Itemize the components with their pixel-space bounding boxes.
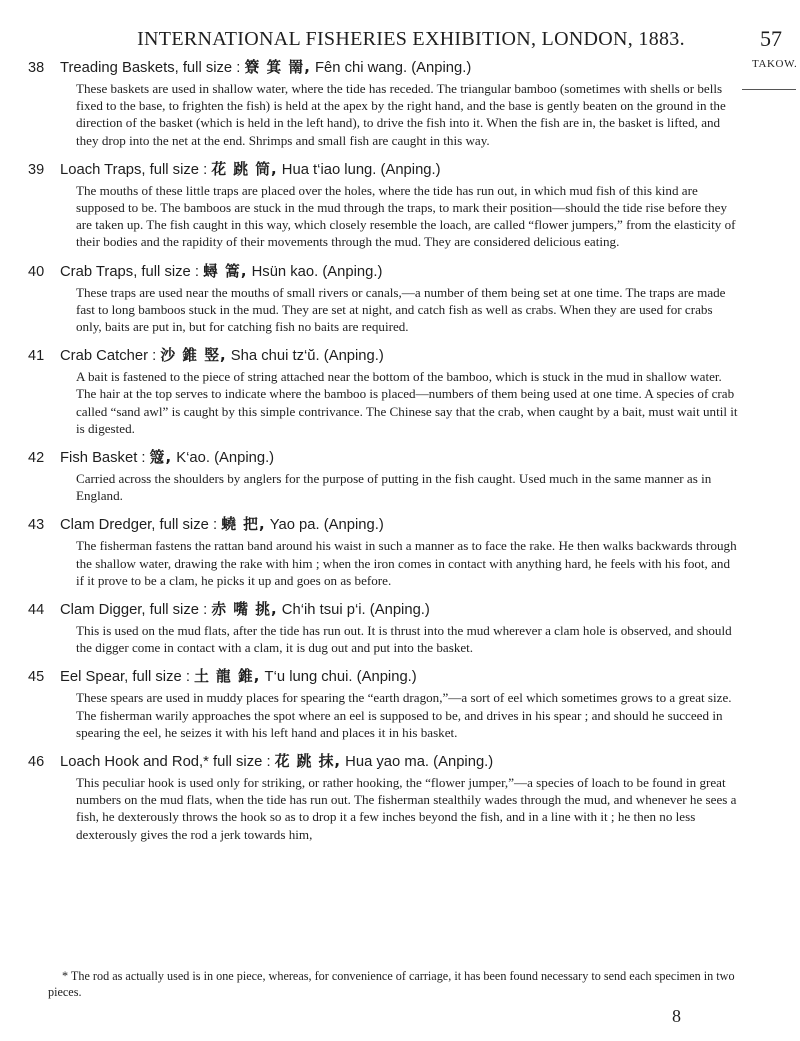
entry-40 bbox=[24, 262, 740, 336]
entry-location: (Anping.) bbox=[323, 517, 384, 534]
entry-number: 39 bbox=[28, 161, 45, 178]
entry-number: 41 bbox=[28, 348, 45, 365]
entry-title bbox=[24, 448, 740, 468]
entry-43 bbox=[24, 515, 740, 589]
margin-rule bbox=[742, 89, 796, 90]
entry-body: This peculiar hook is used only for striking, or rather hooking, the “flower jumper,”—a species of loach to be found in great numbers on the mud flats, when the tide has run out. The fisherman stealthily wades through the mud, and whenever he sees a fish, he dexterously throws the hook so as to drop it a few inches beyond the fish, and in a line with it ; he then no less dexterously gives the rod a jerk towards him, bbox=[76, 775, 737, 842]
entry-42 bbox=[24, 448, 740, 504]
entry-39 bbox=[24, 160, 740, 251]
entry-number: 45 bbox=[28, 669, 45, 686]
entry-title bbox=[24, 262, 740, 282]
entry-body: The mouths of these little traps are placed over the holes, where the tide has run out, in which mud fish of this kind are supposed to be. The bamboos are stuck in the mud through the traps, to mark their position—should the tide rise before they are taken up. The fish caught in this way, which closely resemble the loach, are called “flower jumpers,” from the elasticity of their bodies and the rapidity of their movements through the mud. They are considered delicious eating. bbox=[76, 182, 736, 250]
entry-number: 38 bbox=[28, 60, 45, 76]
entry-title bbox=[24, 515, 740, 535]
entry-chinese-name: 花 跳 筒, bbox=[211, 160, 278, 178]
entry-body: Carried across the shoulders by anglers for the purpose of putting in the fish caught. Used much in the same manner as in England. bbox=[76, 471, 712, 504]
entry-romanization: Ch‘ih tsui p‘i. bbox=[281, 602, 366, 619]
entry-chinese-name: 蟯 把, bbox=[221, 516, 266, 534]
entry-body: The fisherman fastens the rattan band around his waist in such a manner as to face the rake. He then walks backwards through the shallow water, drawing the rake with him ; when the iron comes in contact with anything hard, he feels with his foot, and if it prove to be a clam, he picks it up and goes on as before. bbox=[76, 538, 737, 588]
entry-title bbox=[24, 752, 740, 772]
entry-title-text: Clam Dredger, full size : bbox=[60, 517, 218, 534]
entry-title-text: Loach Traps, full size : bbox=[60, 161, 208, 178]
entry-44 bbox=[24, 600, 740, 656]
entry-romanization: Hua t‘iao lung. bbox=[281, 161, 377, 178]
entry-romanization: Sha chui tz‘ŭ. bbox=[230, 348, 320, 365]
entry-location: (Anping.) bbox=[323, 348, 384, 365]
entry-list bbox=[24, 58, 740, 854]
entry-body: These traps are used near the mouths of small rivers or canals,—a number of them being set at one time. The traps are made fast to long bamboos stuck in the mud. They are set at night, and catch fish as well as crabs. When they are used for crabs only, baits are put in, but for catching fish no baits are required. bbox=[76, 284, 726, 335]
entry-title bbox=[24, 58, 740, 78]
entry-title bbox=[24, 346, 740, 366]
entry-title-text: Clam Digger, full size : bbox=[60, 602, 208, 619]
entry-body: A bait is fastened to the piece of string attached near the bottom of the bamboo, which is stuck in the mud in shallow water. The hair at the top serves to indicate where the bamboo is placed—numbers of them being used at one time. A species of crab called “sand awl” is caught by this simple contrivance. The Chinese say that the crab, when caught by a bait, must wait until it is digested. bbox=[76, 369, 738, 436]
entry-location: (Anping.) bbox=[214, 450, 275, 467]
entry-number: 44 bbox=[28, 602, 45, 619]
folio-number: 8 bbox=[672, 1006, 681, 1026]
entry-chinese-name: 蟳 篙, bbox=[203, 262, 248, 280]
entry-chinese-name: 簝 箕 罱, bbox=[244, 59, 311, 76]
entry-45 bbox=[24, 667, 740, 741]
running-header bbox=[40, 20, 782, 54]
entry-romanization: Hsün kao. bbox=[251, 263, 319, 280]
entry-chinese-name: 土 龍 錐, bbox=[194, 668, 261, 686]
entry-number: 42 bbox=[28, 450, 45, 467]
entry-title-text: Crab Traps, full size : bbox=[60, 263, 199, 280]
entry-number: 40 bbox=[28, 263, 45, 280]
entry-title-text: Fish Basket : bbox=[60, 450, 146, 467]
entry-number: 46 bbox=[28, 754, 45, 771]
entry-body: These baskets are used in shallow water, where the tide has receded. The triangular bamboo (sometimes with shells or bells fixed to the base, to frighten the fish) is held at the apex by the right hand, and the base is gently beaten on the ground in the direction of the basket (which is held in the left hand), to drive the fish into it. When the fish are in, the basket is lifted, and they drop into the net at the end. Shrimps and small fish are caught in this way. bbox=[76, 81, 726, 148]
entry-romanization: K‘ao. bbox=[176, 450, 210, 467]
entry-location: (Anping.) bbox=[356, 669, 417, 686]
entry-romanization: Hua yao ma. bbox=[345, 754, 430, 771]
entry-title bbox=[24, 160, 740, 180]
entry-46 bbox=[24, 752, 740, 843]
entry-title-text: Eel Spear, full size : bbox=[60, 669, 190, 686]
entry-chinese-name: 沙 錐 竪, bbox=[160, 347, 227, 365]
header-page-number: 57 bbox=[760, 26, 782, 51]
entry-title bbox=[24, 600, 740, 620]
margin-note: TAKOW. bbox=[752, 58, 798, 70]
entry-title bbox=[24, 667, 740, 687]
entry-romanization: T‘u lung chui. bbox=[264, 669, 353, 686]
entry-41 bbox=[24, 346, 740, 437]
entry-romanization: Fên chi wang. bbox=[314, 60, 408, 76]
entry-location: (Anping.) bbox=[369, 602, 430, 619]
entry-title-text: Loach Hook and Rod,* full size : bbox=[60, 754, 271, 771]
entry-location: (Anping.) bbox=[322, 263, 383, 280]
entry-location: (Anping.) bbox=[411, 60, 472, 76]
entry-38 bbox=[24, 58, 740, 149]
entry-location: (Anping.) bbox=[380, 161, 441, 178]
entry-location: (Anping.) bbox=[433, 754, 494, 771]
entry-romanization: Yao pa. bbox=[269, 517, 320, 534]
entry-title-text: Crab Catcher : bbox=[60, 348, 157, 365]
entry-chinese-name: 簆, bbox=[149, 449, 173, 467]
entry-body: This is used on the mud flats, after the tide has run out. It is thrust into the mud wherever a clam hole is observed, and should the digger come in contact with a clam, it is dug out and put into the basket. bbox=[76, 623, 732, 656]
entry-title-text: Treading Baskets, full size : bbox=[60, 60, 241, 76]
footnote: * The rod as actually used is in one piece, whereas, for convenience of carriage, it has been found necessary to send each specimen in two pieces. bbox=[48, 969, 735, 999]
entry-number: 43 bbox=[28, 517, 45, 534]
entry-chinese-name: 赤 嘴 挑, bbox=[211, 601, 278, 619]
entry-chinese-name: 花 跳 抹, bbox=[274, 753, 342, 771]
entry-body: These spears are used in muddy places for spearing the “earth dragon,”—a sort of eel which sometimes grows to a great size. The fisherman warily approaches the spot where an eel is supposed to be, and drives in his spear ; and should he succeed in spearing the eel, he seizes it with his left hand and places it in his basket. bbox=[76, 690, 732, 740]
header-title: INTERNATIONAL FISHERIES EXHIBITION, LONDON, 1883. bbox=[137, 28, 685, 50]
